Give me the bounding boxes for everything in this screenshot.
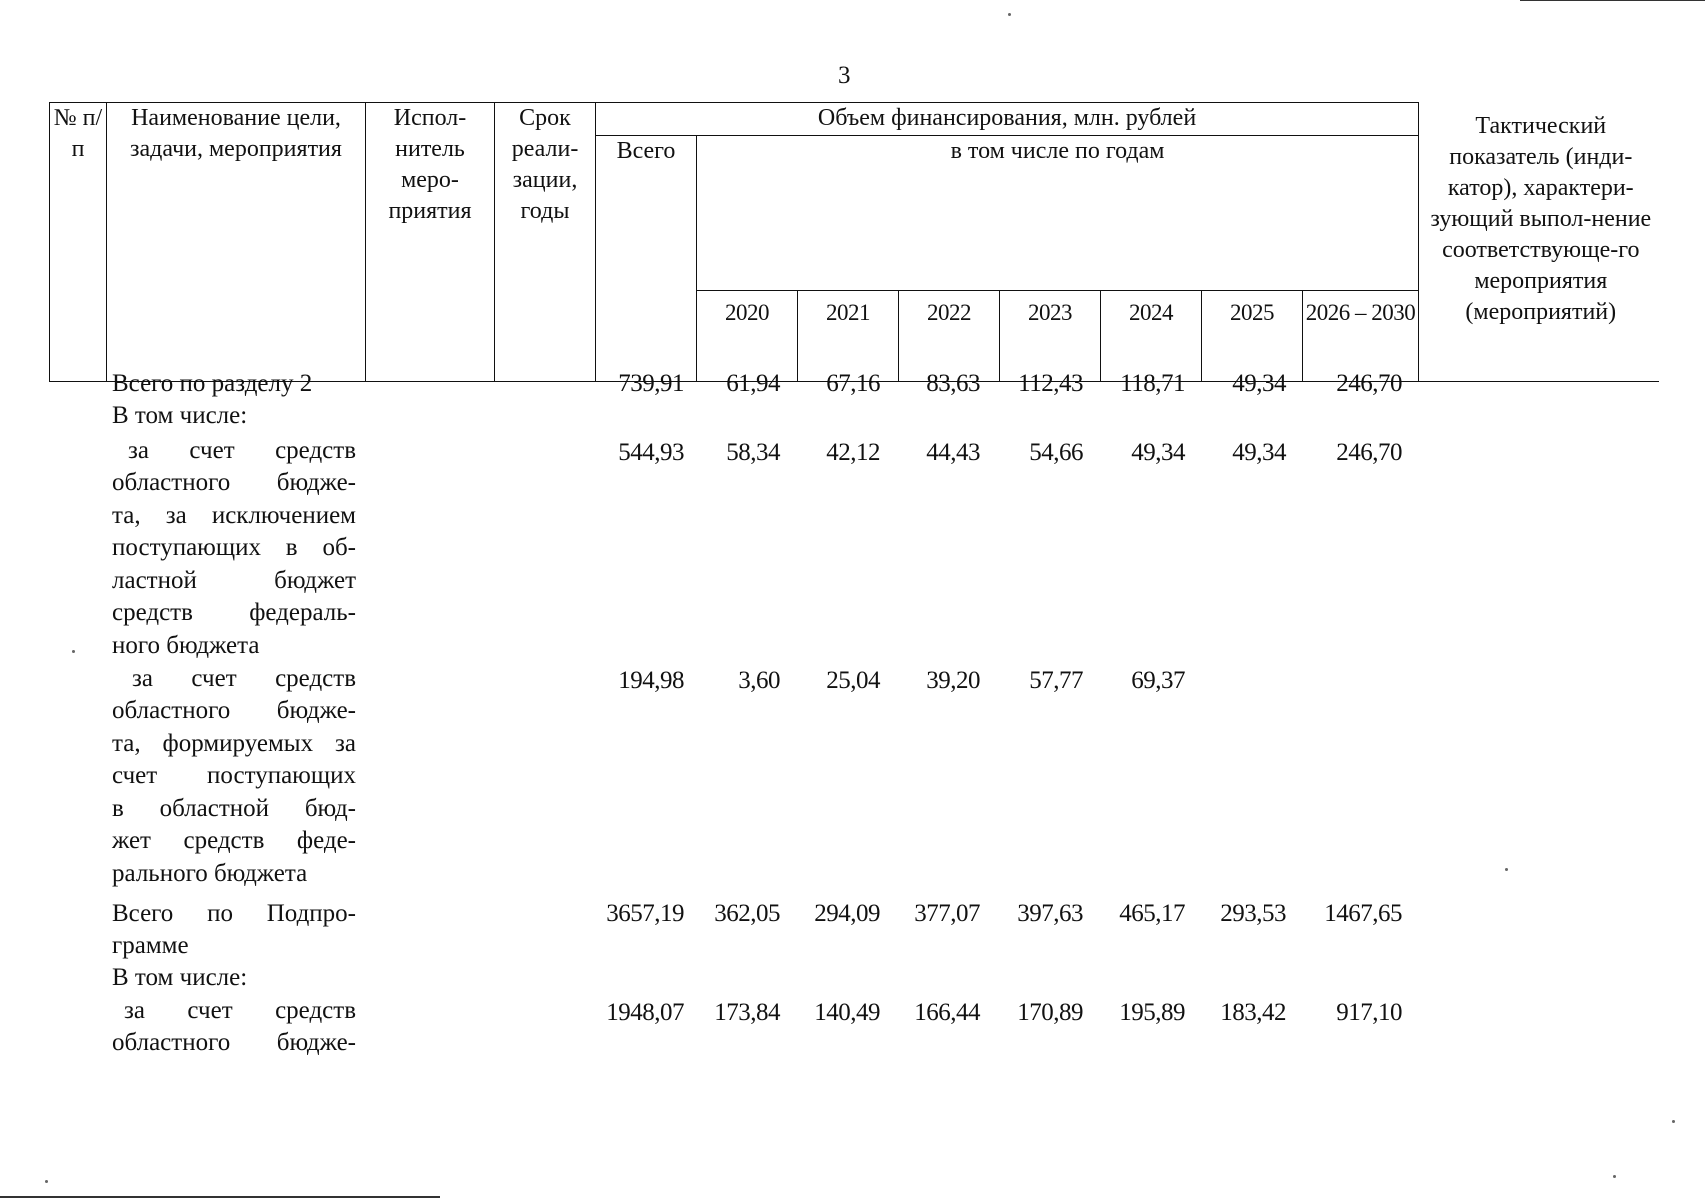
row-label: рального бюджета xyxy=(112,860,308,887)
value-cell: 544,93 xyxy=(618,439,684,466)
value-cell: 377,07 xyxy=(914,900,980,927)
row-label: областного бюдже- xyxy=(112,697,356,724)
value-cell: 112,43 xyxy=(1018,370,1083,397)
header-year: 2023 xyxy=(1000,290,1101,382)
row-label: В том числе: xyxy=(112,964,248,991)
row-label: та, за исключением xyxy=(112,502,356,529)
header-by-years: в том числе по годам xyxy=(697,136,1419,291)
value-cell: 246,70 xyxy=(1336,370,1402,397)
row-label: ластной бюджет xyxy=(112,567,356,594)
value-cell: 917,10 xyxy=(1336,999,1402,1026)
value-cell: 57,77 xyxy=(1029,667,1083,694)
scan-edge-line xyxy=(0,1196,440,1198)
table-header xyxy=(49,102,1659,382)
scan-speck xyxy=(1008,13,1011,16)
row-label: жет средств феде- xyxy=(112,827,356,854)
header-year: 2020 xyxy=(697,290,798,382)
header-year: 2025 xyxy=(1202,290,1303,382)
scan-speck xyxy=(72,650,75,653)
value-cell: 3,60 xyxy=(738,667,780,694)
value-cell: 25,04 xyxy=(826,667,880,694)
value-cell: 1467,65 xyxy=(1324,900,1402,927)
value-cell: 61,94 xyxy=(726,370,780,397)
value-cell: 49,34 xyxy=(1232,370,1286,397)
header-period: Срок реали-зации, годы xyxy=(495,103,596,382)
value-cell: 54,66 xyxy=(1029,439,1083,466)
value-cell: 246,70 xyxy=(1336,439,1402,466)
value-cell: 170,89 xyxy=(1017,999,1083,1026)
header-year: 2022 xyxy=(899,290,1000,382)
value-cell: 194,98 xyxy=(618,667,684,694)
row-label: областного бюдже- xyxy=(112,1029,356,1056)
scan-speck xyxy=(45,1180,48,1183)
row-label: счет поступающих xyxy=(112,762,356,789)
row-label: за счет средств xyxy=(124,997,356,1024)
row-label: средств федераль- xyxy=(112,599,356,626)
value-cell: 42,12 xyxy=(826,439,880,466)
header-number: № п/п xyxy=(50,103,107,382)
scan-speck xyxy=(1672,1120,1675,1123)
value-cell: 83,63 xyxy=(926,370,980,397)
value-cell: 39,20 xyxy=(926,667,980,694)
header-executor: Испол-нитель меро-приятия xyxy=(366,103,495,382)
header-year: 2021 xyxy=(798,290,899,382)
value-cell: 58,34 xyxy=(726,439,780,466)
value-cell: 166,44 xyxy=(914,999,980,1026)
value-cell: 44,43 xyxy=(926,439,980,466)
value-cell: 173,84 xyxy=(714,999,780,1026)
header-year: 2026 – 2030 xyxy=(1303,290,1419,382)
row-label: за счет средств xyxy=(128,437,356,464)
header-name: Наименование цели, задачи, мероприятия xyxy=(107,103,366,382)
row-label: за счет средств xyxy=(132,665,356,692)
value-cell: 49,34 xyxy=(1131,439,1185,466)
value-cell: 140,49 xyxy=(814,999,880,1026)
value-cell: 397,63 xyxy=(1017,900,1083,927)
row-label: областного бюдже- xyxy=(112,469,356,496)
row-label: Всего по Подпро- xyxy=(112,900,356,927)
value-cell: 118,71 xyxy=(1120,370,1185,397)
scan-speck xyxy=(1613,1175,1616,1178)
value-cell: 195,89 xyxy=(1119,999,1185,1026)
value-cell: 739,91 xyxy=(618,370,684,397)
value-cell: 67,16 xyxy=(826,370,880,397)
header-funding: Объем финансирования, млн. рублей xyxy=(596,103,1419,136)
value-cell: 1948,07 xyxy=(606,999,684,1026)
value-cell: 49,34 xyxy=(1232,439,1286,466)
row-label: Всего по разделу 2 xyxy=(112,370,313,397)
header-total: Всего xyxy=(596,136,697,382)
row-label: в областной бюд- xyxy=(112,795,356,822)
scan-speck xyxy=(1505,868,1508,871)
value-cell: 293,53 xyxy=(1220,900,1286,927)
value-cell: 183,42 xyxy=(1220,999,1286,1026)
row-label: та, формируемых за xyxy=(112,730,356,757)
row-label: В том числе: xyxy=(112,402,248,429)
value-cell: 69,37 xyxy=(1131,667,1185,694)
page-number: 3 xyxy=(838,62,851,89)
scan-edge-line xyxy=(1520,0,1705,1)
row-label: поступающих в об- xyxy=(112,534,356,561)
value-cell: 362,05 xyxy=(714,900,780,927)
row-label: грамме xyxy=(112,932,189,959)
header-indicator xyxy=(1419,103,1659,382)
row-label: ного бюджета xyxy=(112,632,260,659)
value-cell: 3657,19 xyxy=(606,900,684,927)
value-cell: 294,09 xyxy=(814,900,880,927)
value-cell: 465,17 xyxy=(1119,900,1185,927)
header-indicator-text: Тактический показатель (инди-катор), характери-зующий выпол-нение соответствующе-го мероприятия (мероприятий) xyxy=(1430,112,1652,325)
header-year: 2024 xyxy=(1101,290,1202,382)
